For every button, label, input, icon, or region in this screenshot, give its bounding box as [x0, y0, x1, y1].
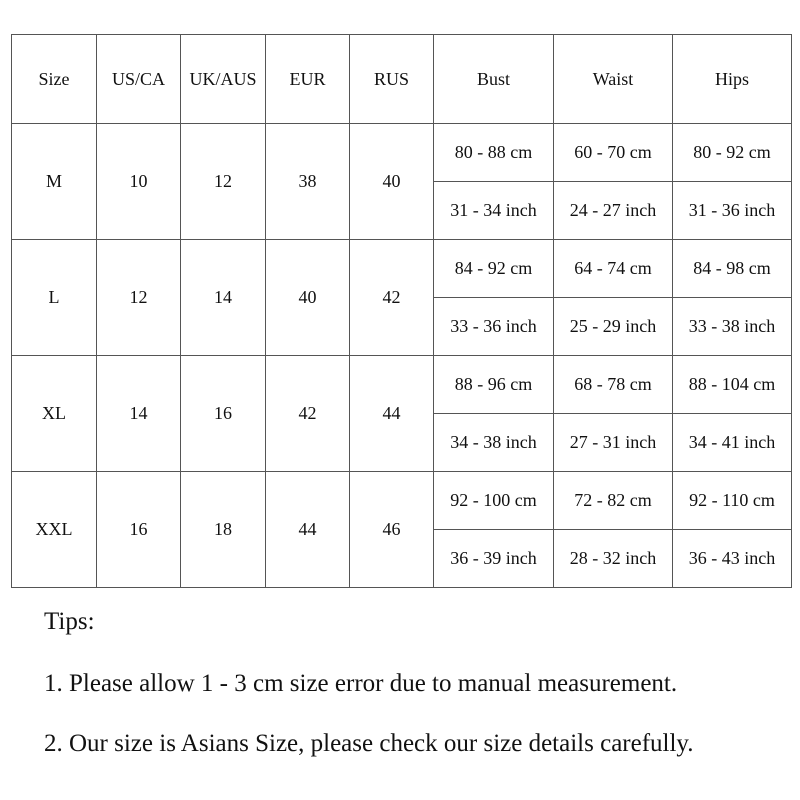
waist-cm-cell: 68 - 78 cm: [554, 356, 673, 414]
header-eur: EUR: [266, 35, 350, 124]
tip-item: 1. Please allow 1 - 3 cm size error due to manual measurement.: [44, 670, 678, 697]
hips-inch-cell: 36 - 43 inch: [673, 530, 792, 588]
us-ca-cell: 12: [97, 240, 181, 356]
size-cell: L: [12, 240, 97, 356]
uk-aus-cell: 18: [181, 472, 266, 588]
waist-cm-cell: 64 - 74 cm: [554, 240, 673, 298]
eur-cell: 44: [266, 472, 350, 588]
bust-inch-cell: 36 - 39 inch: [434, 530, 554, 588]
waist-cm-cell: 60 - 70 cm: [554, 124, 673, 182]
tip-item: 2. Our size is Asians Size, please check our size details carefully.: [44, 730, 694, 757]
table-row: [12, 240, 792, 298]
eur-cell: 42: [266, 356, 350, 472]
rus-cell: 40: [350, 124, 434, 240]
header-bust: Bust: [434, 35, 554, 124]
header-us-ca: US/CA: [97, 35, 181, 124]
hips-cm-cell: 80 - 92 cm: [673, 124, 792, 182]
table-row: [12, 124, 792, 182]
bust-inch-cell: 33 - 36 inch: [434, 298, 554, 356]
waist-cm-cell: 72 - 82 cm: [554, 472, 673, 530]
table-row: [12, 472, 792, 530]
hips-inch-cell: 34 - 41 inch: [673, 414, 792, 472]
bust-cm-cell: 88 - 96 cm: [434, 356, 554, 414]
hips-cm-cell: 84 - 98 cm: [673, 240, 792, 298]
rus-cell: 46: [350, 472, 434, 588]
waist-inch-cell: 28 - 32 inch: [554, 530, 673, 588]
size-cell: XL: [12, 356, 97, 472]
header-row: [12, 35, 792, 124]
hips-inch-cell: 33 - 38 inch: [673, 298, 792, 356]
uk-aus-cell: 16: [181, 356, 266, 472]
waist-inch-cell: 24 - 27 inch: [554, 182, 673, 240]
uk-aus-cell: 14: [181, 240, 266, 356]
header-size: Size: [12, 35, 97, 124]
hips-cm-cell: 92 - 110 cm: [673, 472, 792, 530]
hips-cm-cell: 88 - 104 cm: [673, 356, 792, 414]
eur-cell: 38: [266, 124, 350, 240]
bust-inch-cell: 34 - 38 inch: [434, 414, 554, 472]
header-uk-aus: UK/AUS: [181, 35, 266, 124]
waist-inch-cell: 25 - 29 inch: [554, 298, 673, 356]
bust-inch-cell: 31 - 34 inch: [434, 182, 554, 240]
table-row: [12, 356, 792, 414]
tips-title: Tips:: [44, 608, 95, 635]
waist-inch-cell: 27 - 31 inch: [554, 414, 673, 472]
us-ca-cell: 14: [97, 356, 181, 472]
us-ca-cell: 16: [97, 472, 181, 588]
header-rus: RUS: [350, 35, 434, 124]
rus-cell: 44: [350, 356, 434, 472]
us-ca-cell: 10: [97, 124, 181, 240]
eur-cell: 40: [266, 240, 350, 356]
bust-cm-cell: 80 - 88 cm: [434, 124, 554, 182]
header-waist: Waist: [554, 35, 673, 124]
size-cell: M: [12, 124, 97, 240]
uk-aus-cell: 12: [181, 124, 266, 240]
bust-cm-cell: 84 - 92 cm: [434, 240, 554, 298]
size-cell: XXL: [12, 472, 97, 588]
size-chart-table: [11, 34, 792, 588]
hips-inch-cell: 31 - 36 inch: [673, 182, 792, 240]
bust-cm-cell: 92 - 100 cm: [434, 472, 554, 530]
rus-cell: 42: [350, 240, 434, 356]
header-hips: Hips: [673, 35, 792, 124]
